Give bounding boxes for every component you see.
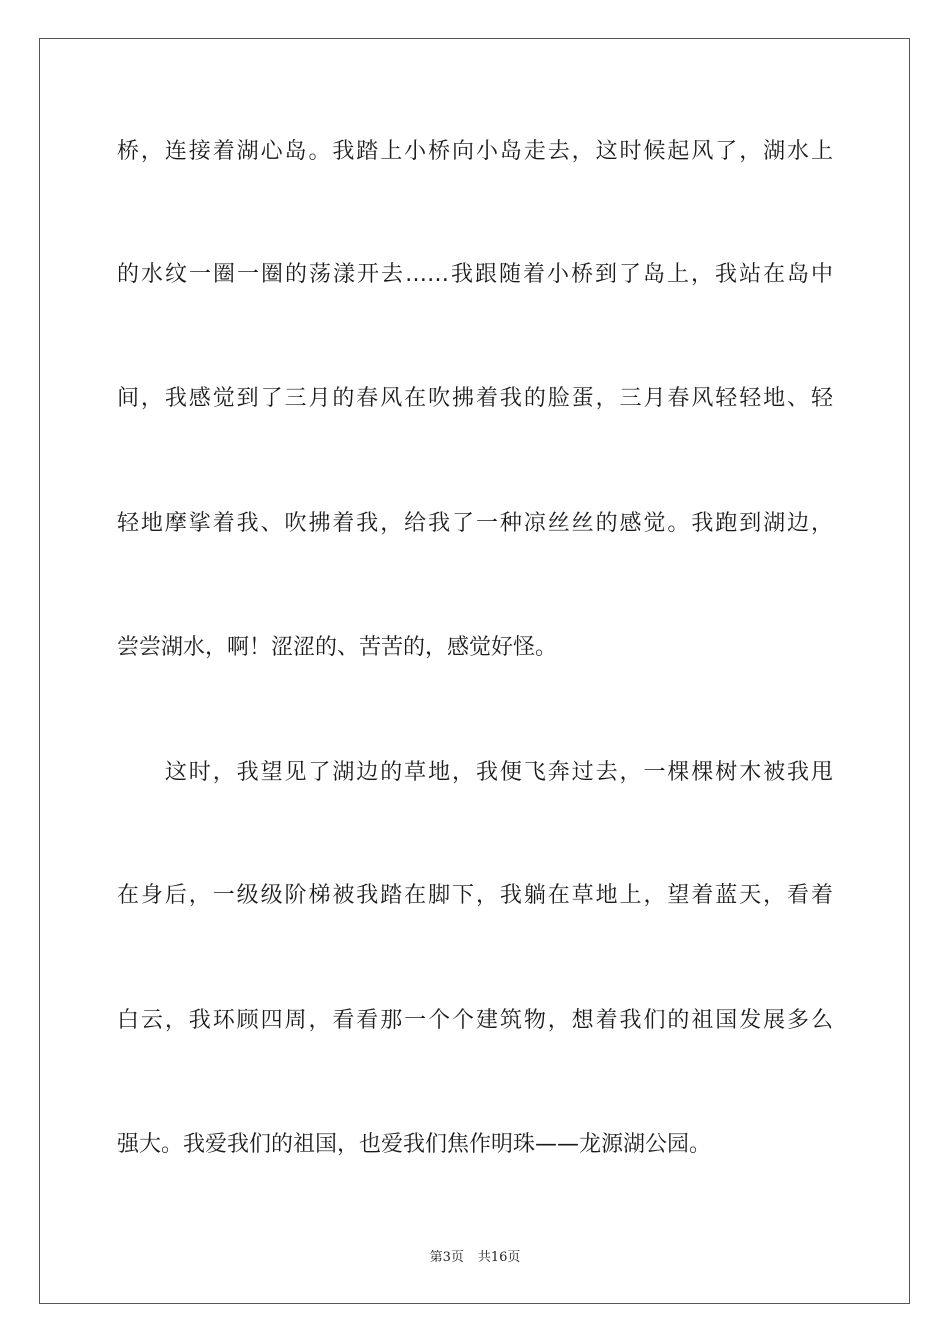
paragraph-line: 强大。我爱我们的祖国，也爱我们焦作明珠——龙源湖公园。 bbox=[117, 1132, 712, 1157]
paragraph-line: 间，我感觉到了三月的春风在吹拂着我的脸蛋，三月春风轻轻地、轻 bbox=[117, 386, 833, 411]
page-border bbox=[39, 38, 910, 1304]
paragraph-line: 白云，我环顾四周，看看那一个个建筑物，想着我们的祖国发展多么 bbox=[117, 1008, 833, 1033]
page-total: 共16页 bbox=[477, 1250, 521, 1265]
page-footer bbox=[0, 1249, 950, 1267]
page-number: 第3页 bbox=[429, 1250, 464, 1265]
paragraph-line: 这时，我望见了湖边的草地，我便飞奔过去，一棵棵树木被我甩 bbox=[117, 760, 833, 785]
paragraph-line: 在身后，一级级阶梯被我踏在脚下，我躺在草地上，望着蓝天，看着 bbox=[117, 883, 833, 908]
paragraph-line: 轻地摩挲着我、吹拂着我，给我了一种凉丝丝的感觉。我跑到湖边， bbox=[117, 511, 833, 536]
paragraph-line: 桥，连接着湖心岛。我踏上小桥向小岛走去，这时候起风了，湖水上 bbox=[117, 139, 833, 164]
paragraph-line: 的水纹一圈一圈的荡漾开去……我跟随着小桥到了岛上，我站在岛中 bbox=[117, 262, 833, 287]
paragraph-line: 尝尝湖水，啊！涩涩的、苦苦的，感觉好怪。 bbox=[117, 635, 558, 660]
